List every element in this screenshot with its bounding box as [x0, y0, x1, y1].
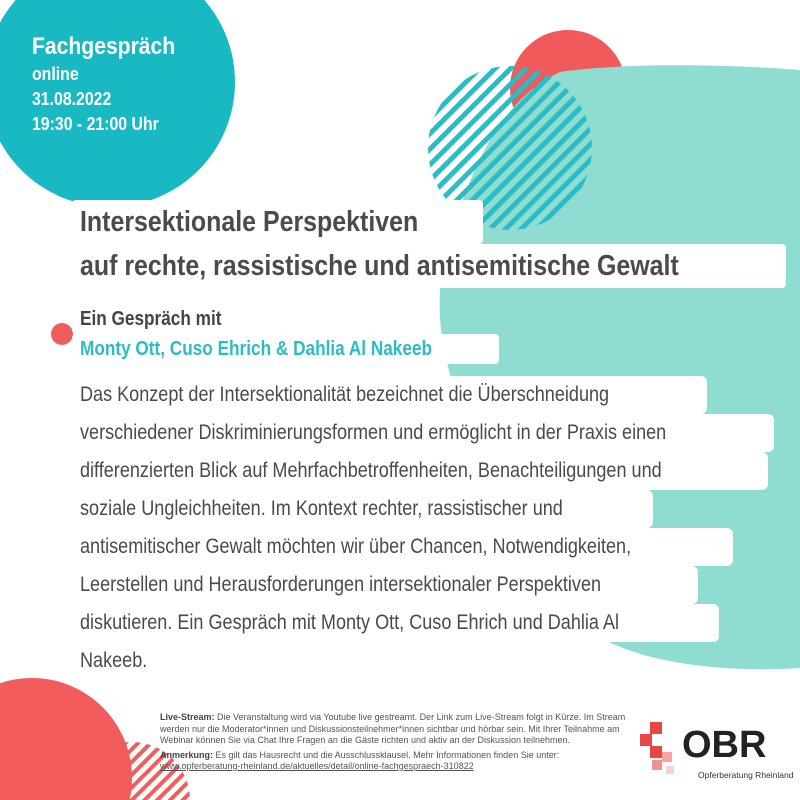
red-dot — [51, 323, 73, 345]
event-mode: online — [32, 64, 79, 84]
event-time: 19:30 - 21:00 Uhr — [32, 114, 159, 134]
description-line: diskutieren. Ein Gespräch mit Monty Ott, Cuso Ehrich und Dahlia Al — [80, 611, 620, 634]
info-link[interactable]: www.opferberatung-rheinland.de/aktuelles/detail/online-fachgespraech-310822 — [160, 761, 474, 771]
description — [72, 376, 774, 680]
obr-logo-mark-icon — [640, 722, 684, 778]
livestream-label: Live-Stream: — [160, 712, 215, 722]
headline-line-1: Intersektionale Perspektiven — [80, 206, 419, 238]
livestream-text: Die Veranstaltung wird via Youtube live gestreamt. Der Link zum Live-Stream folgt in Kürze. Im Stream werden nur die Moderator*innen und Diskussionsteilnehmer*innen sichtbar und hörbar sein. Mit Ihrer Teilnahme am Webinar können Sie via Chat Ihre Fragen an die Gäste richten und aktiv an der Diskussion teilnehmen. — [160, 712, 626, 745]
description-line: Das Konzept der Intersektionalität bezeichnet die Überschneidung — [80, 383, 610, 406]
headline — [72, 200, 786, 288]
obr-logo — [640, 718, 794, 788]
description-line: differenzierten Blick auf Mehrfachbetroffenheiten, Benachteiligungen und — [80, 459, 662, 482]
guests-names: Monty Ott, Cuso Ehrich & Dahlia Al Nakeeb — [80, 338, 433, 360]
footer — [160, 712, 630, 776]
remark-text: Es gilt das Hausrecht und die Ausschlussklausel. Mehr Informationen finden Sie unter: — [215, 749, 560, 760]
event-info — [32, 32, 195, 137]
guests — [72, 304, 499, 364]
livestream-note — [160, 712, 630, 747]
remark-note — [160, 750, 630, 773]
headline-line-2: auf rechte, rassistische und antisemitische Gewalt — [80, 250, 679, 282]
event-date: 31.08.2022 — [32, 89, 112, 109]
obr-wordmark: OBR — [682, 724, 767, 766]
remark-label: Anmerkung: — [160, 749, 214, 760]
guests-intro: Ein Gespräch mit — [80, 308, 222, 330]
event-kind: Fachgespräch — [32, 33, 176, 60]
description-line: antisemitischer Gewalt möchten wir über Chancen, Notwendigkeiten, — [80, 535, 632, 558]
description-line: soziale Ungleichheiten. Im Kontext rechter, rassistischer und — [80, 497, 563, 520]
description-line: verschiedener Diskriminierungsformen und ermöglicht in der Praxis einen — [80, 421, 667, 444]
obr-subtitle: Opferberatung Rheinland — [698, 770, 794, 780]
description-line: Nakeeb. — [80, 649, 148, 672]
description-line: Leerstellen und Herausforderungen intersektionaler Perspektiven — [80, 573, 602, 596]
